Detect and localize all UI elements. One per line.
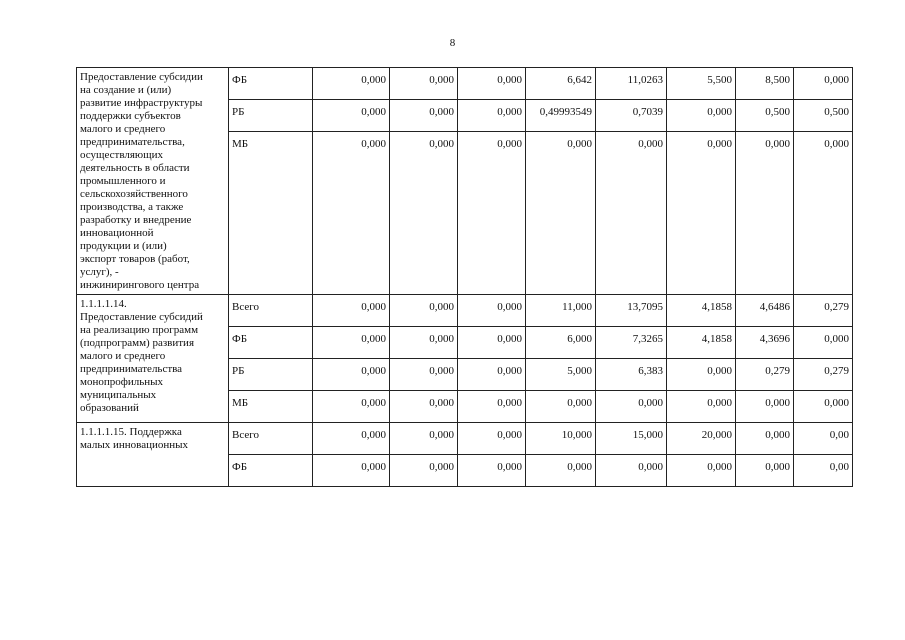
table-row	[77, 68, 853, 100]
amount-cell: 0,000	[458, 455, 526, 487]
funding-source: МБ	[229, 132, 313, 295]
amount-cell: 0,000	[736, 391, 794, 423]
amount-cell: 0,000	[390, 295, 458, 327]
amount-cell: 0,000	[667, 100, 736, 132]
funding-source: РБ	[229, 100, 313, 132]
amount-cell: 4,1858	[667, 327, 736, 359]
amount-cell: 0,000	[313, 295, 390, 327]
amount-cell: 0,279	[736, 359, 794, 391]
description-line: поддержки субъектов	[80, 110, 181, 122]
amount-cell: 0,000	[667, 359, 736, 391]
amount-cell: 0,000	[526, 132, 596, 295]
amount-cell: 0,000	[596, 391, 667, 423]
amount-cell: 0,000	[390, 132, 458, 295]
amount-cell: 0,000	[313, 455, 390, 487]
funding-source: ФБ	[229, 327, 313, 359]
amount-cell: 0,000	[736, 423, 794, 455]
description-line: деятельность в области	[80, 162, 190, 174]
description-line: промышленного и	[80, 175, 166, 187]
amount-cell: 0,000	[390, 68, 458, 100]
amount-cell: 0,000	[526, 455, 596, 487]
amount-cell: 0,000	[390, 455, 458, 487]
amount-cell: 0,000	[313, 423, 390, 455]
amount-cell: 0,000	[667, 391, 736, 423]
amount-cell: 0,000	[458, 100, 526, 132]
description-line: малых инновационных	[80, 439, 189, 451]
amount-cell: 0,00	[794, 423, 853, 455]
description-line: (подпрограмм) развития	[80, 337, 195, 349]
amount-cell: 0,000	[794, 68, 853, 100]
description-line: производства, а также	[80, 201, 184, 213]
amount-cell: 5,500	[667, 68, 736, 100]
amount-cell: 11,000	[526, 295, 596, 327]
amount-cell: 10,000	[526, 423, 596, 455]
amount-cell: 8,500	[736, 68, 794, 100]
amount-cell: 0,000	[390, 423, 458, 455]
amount-cell: 0,000	[313, 327, 390, 359]
description-line: инновационной	[80, 227, 154, 239]
table-row	[77, 295, 853, 327]
measure-description	[77, 423, 229, 487]
funding-source: Всего	[229, 423, 313, 455]
description-line: на создание и (или)	[80, 84, 172, 96]
description-line: продукции и (или)	[80, 240, 167, 252]
amount-cell: 0,000	[390, 100, 458, 132]
amount-cell: 0,500	[794, 100, 853, 132]
description-line: предпринимательства	[80, 363, 183, 375]
amount-cell: 4,3696	[736, 327, 794, 359]
description-line: образований	[80, 402, 139, 414]
amount-cell: 0,000	[736, 455, 794, 487]
description-line: развитие инфраструктуры	[80, 97, 203, 109]
amount-cell: 0,000	[313, 100, 390, 132]
amount-cell: 6,642	[526, 68, 596, 100]
budget-table	[76, 67, 853, 487]
amount-cell: 0,000	[458, 295, 526, 327]
amount-cell: 11,0263	[596, 68, 667, 100]
description-line: 1.1.1.1.15. Поддержка	[80, 426, 182, 438]
description-line: услуг), -	[80, 266, 119, 278]
amount-cell: 0,279	[794, 359, 853, 391]
amount-cell: 6,383	[596, 359, 667, 391]
amount-cell: 0,500	[736, 100, 794, 132]
page-number: 8	[449, 37, 456, 49]
amount-cell: 0,279	[794, 295, 853, 327]
description-line: разработку и внедрение	[80, 214, 192, 226]
amount-cell: 0,00	[794, 455, 853, 487]
amount-cell: 20,000	[667, 423, 736, 455]
funding-source: МБ	[229, 391, 313, 423]
amount-cell: 0,000	[313, 68, 390, 100]
funding-source: РБ	[229, 359, 313, 391]
description-line: Предоставление субсидии	[80, 71, 203, 83]
amount-cell: 0,000	[458, 423, 526, 455]
measure-description	[77, 295, 229, 423]
amount-cell: 0,000	[390, 327, 458, 359]
amount-cell: 0,000	[458, 391, 526, 423]
description-line: монопрофильных	[80, 376, 164, 388]
amount-cell: 0,000	[458, 68, 526, 100]
amount-cell: 0,000	[667, 132, 736, 295]
amount-cell: 0,000	[458, 132, 526, 295]
description-line: предпринимательства,	[80, 136, 185, 148]
funding-source: ФБ	[229, 68, 313, 100]
amount-cell: 0,000	[596, 455, 667, 487]
amount-cell: 6,000	[526, 327, 596, 359]
amount-cell: 0,000	[313, 132, 390, 295]
amount-cell: 7,3265	[596, 327, 667, 359]
amount-cell: 0,000	[736, 132, 794, 295]
table-row	[77, 423, 853, 455]
description-line: на реализацию программ	[80, 324, 199, 336]
amount-cell: 0,000	[458, 327, 526, 359]
description-line: экспорт товаров (работ,	[80, 253, 190, 265]
amount-cell: 0,000	[794, 132, 853, 295]
description-line: осуществляющих	[80, 149, 163, 161]
amount-cell: 0,000	[390, 391, 458, 423]
description-line: малого и среднего	[80, 350, 166, 362]
amount-cell: 0,000	[667, 455, 736, 487]
budget-table-body	[77, 68, 853, 487]
amount-cell: 4,1858	[667, 295, 736, 327]
amount-cell: 0,000	[390, 359, 458, 391]
amount-cell: 15,000	[596, 423, 667, 455]
amount-cell: 0,000	[458, 359, 526, 391]
amount-cell: 0,49993549	[526, 100, 596, 132]
amount-cell: 0,000	[794, 327, 853, 359]
amount-cell: 0,000	[313, 359, 390, 391]
measure-description	[77, 68, 229, 295]
description-line: Предоставление субсидий	[80, 311, 203, 323]
amount-cell: 0,000	[526, 391, 596, 423]
amount-cell: 0,000	[596, 132, 667, 295]
amount-cell: 0,000	[313, 391, 390, 423]
description-line: инжинирингового центра	[80, 279, 200, 291]
description-line: малого и среднего	[80, 123, 166, 135]
amount-cell: 5,000	[526, 359, 596, 391]
amount-cell: 13,7095	[596, 295, 667, 327]
funding-source: Всего	[229, 295, 313, 327]
description-line: 1.1.1.1.14.	[80, 298, 127, 310]
amount-cell: 4,6486	[736, 295, 794, 327]
description-line: муниципальных	[80, 389, 157, 401]
amount-cell: 0,000	[794, 391, 853, 423]
amount-cell: 0,7039	[596, 100, 667, 132]
description-line: сельскохозяйственного	[80, 188, 188, 200]
funding-source: ФБ	[229, 455, 313, 487]
